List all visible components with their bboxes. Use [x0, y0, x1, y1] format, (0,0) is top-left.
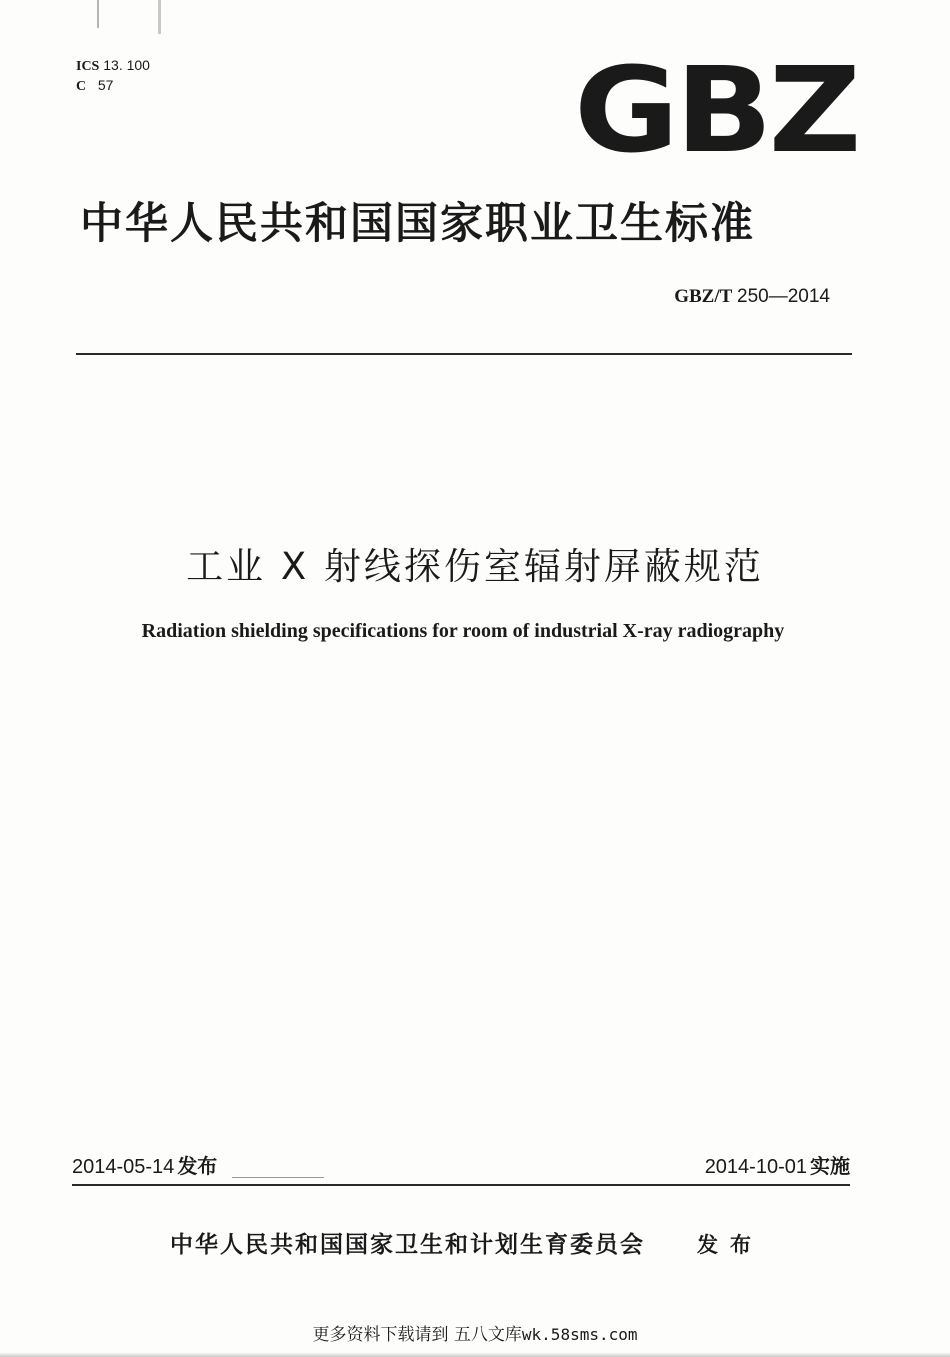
scan-bottom-edge — [0, 1352, 950, 1357]
implementation-date-label: 实施 — [810, 1154, 850, 1178]
issue-date-label: 发布 — [177, 1154, 218, 1178]
ccs-key: C — [76, 79, 87, 94]
standard-number-prefix: GBZ/T — [674, 286, 733, 307]
document-title-english: Radiation shielding specifications for room of industrial X-ray radiography — [141, 620, 785, 642]
national-standard-title: 中华人民共和国国家职业卫生标准 — [80, 199, 755, 249]
watermark-url[interactable]: wk.58sms.com — [521, 1325, 638, 1344]
publish-label: 发布 — [697, 1233, 763, 1257]
scan-artifact-mark — [158, 0, 161, 34]
standard-number-value: 250—2014 — [737, 286, 830, 307]
download-watermark — [0, 1320, 950, 1345]
ics-value: 13. 100 — [103, 57, 150, 73]
gbz-logo: GBZ — [574, 42, 858, 180]
publisher-name: 中华人民共和国国家卫生和计划生育委员会 — [170, 1232, 645, 1258]
implementation-date — [705, 1150, 850, 1179]
ccs-code — [76, 76, 150, 96]
classification-codes — [76, 56, 150, 96]
scan-artifact-mark — [97, 0, 99, 28]
issue-date-value: 2014-05-14 — [72, 1156, 175, 1178]
watermark-text: 更多资料下载请到 五八文库 — [312, 1325, 522, 1345]
ccs-value: 57 — [97, 77, 114, 93]
issue-date-underline — [232, 1177, 324, 1178]
standard-number — [674, 286, 830, 308]
issue-date — [72, 1150, 217, 1179]
ics-key: ICS — [76, 59, 100, 74]
header-divider — [76, 353, 852, 355]
footer-divider — [72, 1184, 850, 1186]
implementation-date-value: 2014-10-01 — [704, 1156, 807, 1178]
ics-code — [76, 56, 150, 76]
document-title-chinese: 工业 X 射线探伤室辐射屏蔽规范 — [186, 545, 764, 588]
